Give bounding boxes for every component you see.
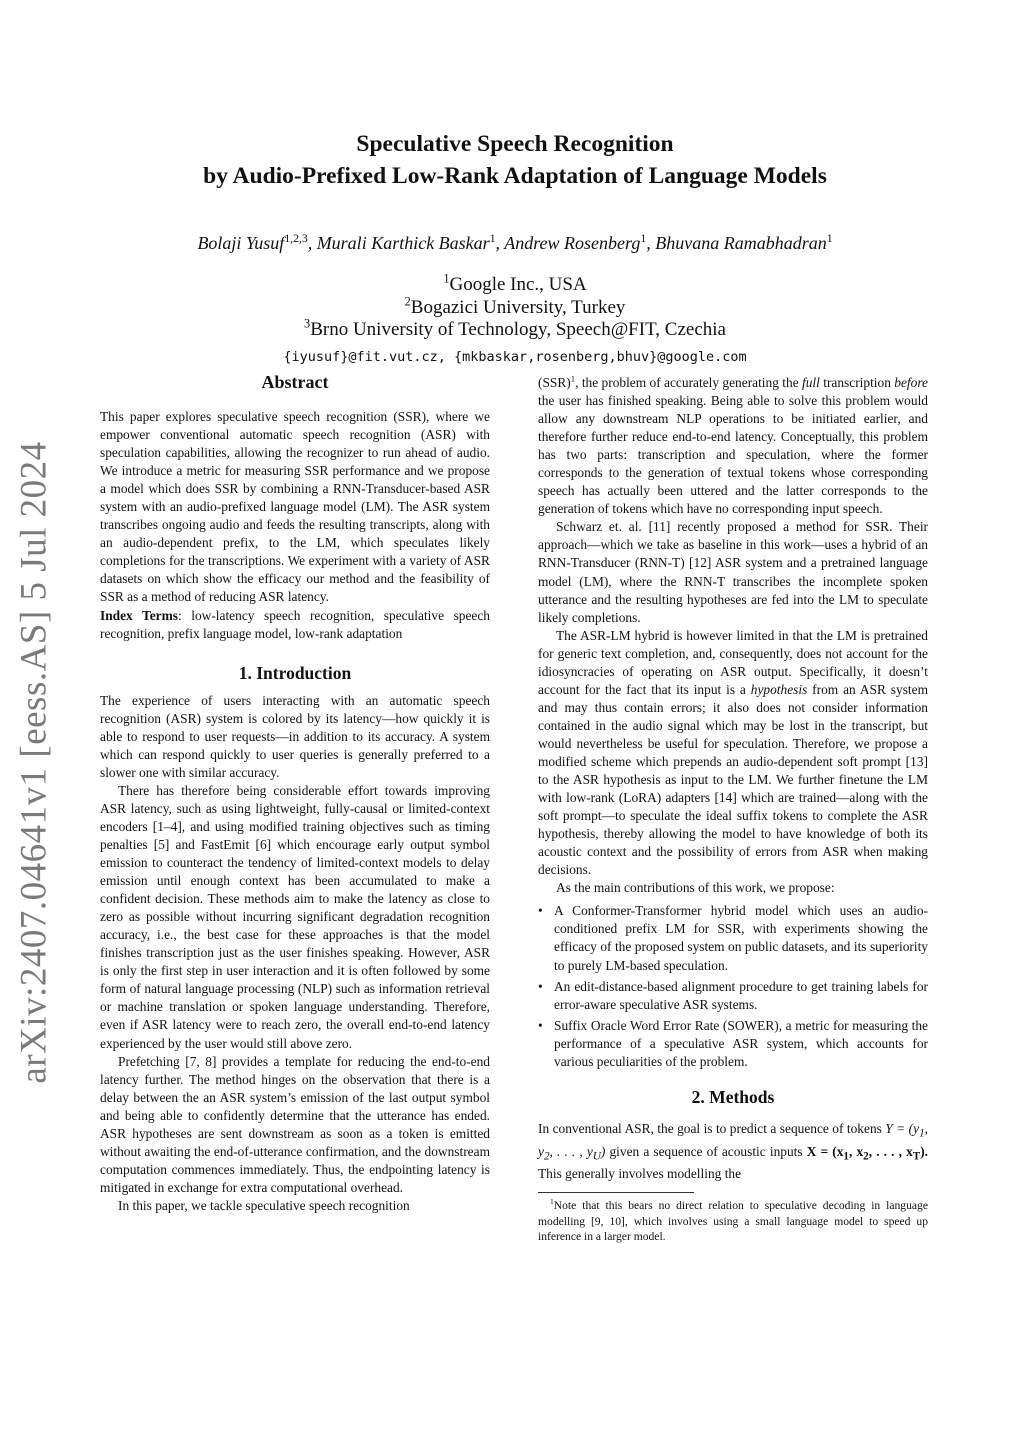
text-run: transcription (819, 375, 895, 390)
list-item-text: An edit-distance-based alignment procedure to get training labels for error-aware speculative ASR systems. (554, 978, 928, 1012)
math-sub: 1 (843, 1150, 849, 1163)
list-item (538, 902, 928, 974)
author-affil-mark: 1,2,3 (284, 232, 308, 245)
text-run: given a sequence of acoustic inputs (605, 1143, 807, 1159)
math-run: ) (600, 1143, 606, 1159)
intro-paragraph-4: In this paper, we tackle speculative speech recognition (118, 1197, 410, 1213)
index-terms (100, 607, 490, 643)
author-affil-mark: 1 (489, 232, 496, 245)
author-separator: , (307, 233, 317, 253)
affiliation-mark: 3 (304, 316, 311, 331)
arxiv-side-stamp (12, 440, 56, 1084)
text-run: This generally involves modelling the (538, 1166, 742, 1182)
title-line-1: Speculative Speech Recognition (356, 131, 674, 157)
list-item (538, 978, 928, 1014)
intro-paragraph-4-continued (538, 374, 928, 518)
math-run: , . . . , y (549, 1143, 593, 1159)
author-affil-mark: 1 (640, 232, 647, 245)
footnote-divider (538, 1192, 694, 1193)
emphasis: before (894, 375, 928, 390)
author-list (80, 230, 950, 256)
left-column (100, 372, 490, 1215)
methods-paragraph-1 (538, 1120, 928, 1183)
text-run: the user has finished speaking. Being able to solve this problem would allow any downstream NLP operations to be initiated earlier, and therefore further reduce end-to-end latency. Conceptually, this problem has two parts: transcription and speculation, where the former corresponds to the generation of textual tokens whose corresponding speech has actually been uttered and the latter corresponds to the generation of tokens which have no corresponding input speech. (538, 393, 928, 517)
author-separator: , (646, 233, 656, 253)
bullet-icon: • (538, 1017, 543, 1033)
math-X (806, 1143, 929, 1163)
emphasis: hypothesis (750, 681, 808, 697)
math-run: X = (x (806, 1143, 844, 1159)
affiliation-line (200, 316, 830, 342)
math-sub: 2 (543, 1150, 550, 1163)
title-line-2: by Audio-Prefixed Low-Rank Adaptation of Language Models (203, 163, 827, 189)
contributions-intro: As the main contributions of this work, we propose: (556, 880, 835, 896)
intro-paragraph-6 (538, 627, 928, 880)
math-sub: U (592, 1150, 601, 1163)
affiliation-text: Brno University of Technology, Speech@FIT, Czechia (310, 319, 726, 340)
author-name: Bolaji Yusuf (197, 233, 285, 253)
introduction-heading: 1. Introduction (238, 662, 352, 683)
math-sub: 1 (919, 1127, 925, 1140)
math-run: , x (848, 1143, 864, 1159)
footnote-text: Note that this bears no direct relation to speculative decoding in language modelling [9, 10], which involves using a small language model to speed up inference in a larger model. (538, 1199, 928, 1244)
author-name: Bhuvana Ramabhadran (655, 233, 827, 253)
math-run: , y (538, 1120, 928, 1159)
math-run: Y = (y (885, 1120, 920, 1136)
intro-paragraph-3: Prefetching [7, 8] provides a template for reducing the end-to-end latency further. The method hinges on the observation that there is a delay between the an ASR system’s emission of the last output symbol and being able to confidently determine that the utterance has ended. ASR hypotheses are sent downstream as soon as a token is emitted without awaiting the end-of-utterance confirmation, and the downstream computation commences immediately. Thus, the endpointing latency is mitigated in exchange for extra computational overhead. (100, 1053, 490, 1195)
bullet-icon: • (538, 978, 543, 994)
author-emails: {iyusuf}@fit.vut.cz, {mkbaskar,rosenberg,bhuv}@google.com (283, 349, 747, 365)
affiliation-text: Google Inc., USA (449, 274, 587, 295)
math-run: ). (920, 1143, 929, 1159)
affiliation-mark: 2 (404, 294, 411, 309)
right-column (538, 374, 928, 1245)
index-terms-text: : low-latency speech recognition, speculative speech recognition, prefix language model, low-rank adaptation (100, 607, 491, 641)
list-item-text: A Conformer-Transformer hybrid model which uses an audio-conditioned prefix LM for SSR, with experiments showing the efficacy of the proposed system on public datasets, and its superiority to purely LM-based speculation. (554, 903, 928, 973)
contributions-list (538, 902, 928, 1070)
list-item (538, 1017, 928, 1071)
affiliation-text: Bogazici University, Turkey (410, 296, 626, 318)
text-run: The ASR-LM hybrid is however limited in that the LM is pretrained for generic text completion, and, consequently, does not account for the idiosyncracies of operating on ASR output. Specifically, it doesn’t account for the fact that its input is a (538, 627, 928, 697)
footnote-number: 1 (550, 1197, 554, 1207)
intro-paragraph-2: There has therefore being considerable effort towards improving ASR latency, such as using lightweight, fully-causal or limited-context encoders [1–4], and using modified training objectives such as timing penalties [5] and FastEmit [6] which encourage early output symbol emission to counteract the tendency of limited-context models to delay emission until enough context has been accumulated to make a confident decision. These methods aim to make the latency as close to zero as possible without incurring significant degradation recognition accuracy, i.e., the best case for these approaches is that the model finishes transcription just as the user finishes speaking. However, ASR is only the first step in user interaction and it is often followed by some form of natural language processing (NLP) such as information retrieval or machine translation or spoken language understanding. Therefore, even if ASR latency were to reach zero, the overall end-to-end latency experienced by the user would still above zero. (100, 782, 490, 1051)
list-item-text: Suffix Oracle Word Error Rate (SOWER), a metric for measuring the performance of a speculative ASR system, which accounts for various peculiarities of the problem. (554, 1017, 928, 1069)
math-sub: 2 (863, 1150, 869, 1163)
footnote-mark: 1 (570, 373, 576, 384)
methods-heading: 2. Methods (691, 1086, 775, 1107)
author-affil-mark: 1 (826, 232, 833, 245)
math-run: , . . . , x (868, 1143, 913, 1159)
text-run: from an ASR system and may thus contain errors; it also does not consider information contained in the audio signal which may be lost in the transcript, but would nevertheless be useful for speculation. Therefore, we propose a modified scheme which prepends an audio-dependent soft prompt [13] to the ASR hypothesis as input to the LM. We further finetune the LM with low-rank (LoRA) adapters [14] which are trained—along with the soft prompt—to speculate the ideal suffix tokens to complete the ASR hypothesis, thereby allowing the model to have knowledge of both its acoustic context and the possibility of errors from ASR when making decisions. (538, 681, 929, 878)
text-run: , the problem of accurately generating the (575, 375, 803, 390)
author-name: Andrew Rosenberg (504, 233, 641, 253)
footnote (538, 1198, 928, 1245)
paper-title (100, 128, 930, 192)
author-separator: , (495, 233, 505, 253)
arxiv-identifier: arXiv:2407.04641v1 [eess.AS] 5 Jul 2024 (13, 440, 55, 1084)
intro-paragraph-5: Schwarz et. al. [11] recently proposed a method for SSR. Their approach—which we take as baseline in this work—uses a hybrid of an RNN-Transducer (RNN-T) [12] ASR system and a pretrained language model (LM), where the RNN-T transcribes the incomplete spoken utterance and the resulting hypotheses are fed into the LM to speculate likely completions. (538, 519, 928, 625)
affiliation-mark: 1 (443, 271, 450, 286)
intro-paragraph-1: The experience of users interacting with an automatic speech recognition (ASR) system is colored by its latency—how quickly it is able to respond to user requests—in addition to its accuracy. A system which can respond quickly to user queries is generally preferred to a slower one with similar accuracy. (100, 692, 490, 780)
text-run: In conventional ASR, the goal is to predict a sequence of tokens (538, 1120, 886, 1136)
text-run: (SSR) (538, 375, 571, 390)
abstract-text: This paper explores speculative speech recognition (SSR), where we empower conventional automatic speech recognition (ASR) with speculation capabilities, allowing the recognizer to run ahead of audio. We introduce a metric for measuring SSR performance and we propose a model which does SSR by combining a RNN-Transducer-based ASR system with an audio-prefixed language model (LM). The ASR system transcribes ongoing audio and feeds the resulting transcripts, along with an audio-dependent prefix, to the LM, which speculates likely completions for the transcriptions. We experiment with a variety of ASR datasets on which show the efficacy our method and the feasibility of SSR as a method of reducing ASR latency. (100, 409, 490, 605)
math-sub: T (912, 1150, 921, 1163)
affiliation-line (200, 294, 830, 320)
abstract-heading: Abstract (261, 372, 329, 392)
author-name: Murali Karthick Baskar (316, 233, 490, 253)
index-terms-label: Index Terms (100, 607, 178, 623)
emphasis: full (802, 375, 820, 390)
affiliations (200, 271, 830, 342)
affiliation-line (200, 271, 830, 297)
bullet-icon: • (538, 903, 543, 919)
